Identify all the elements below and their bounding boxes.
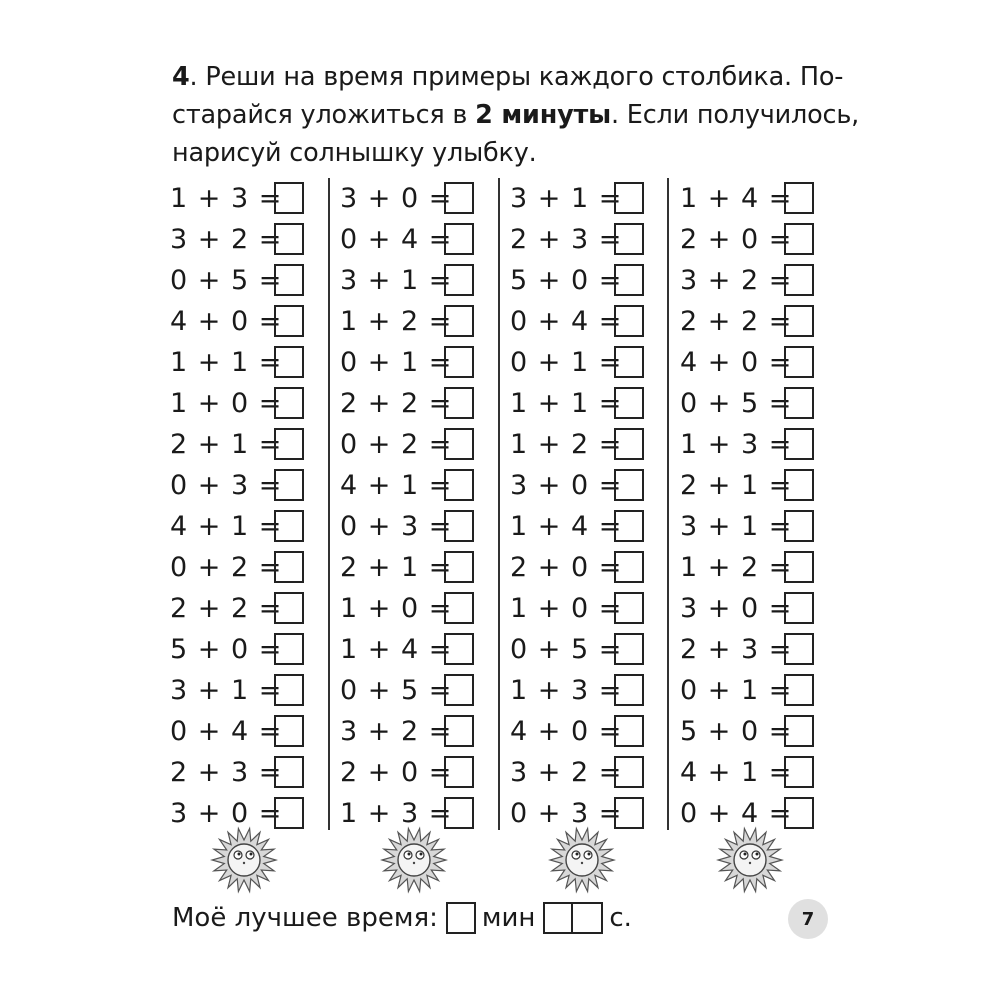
answer-box[interactable]: [614, 346, 644, 378]
seconds-unit: с.: [609, 903, 632, 933]
exercise-row: [510, 508, 644, 544]
answer-box[interactable]: [784, 305, 814, 337]
answer-box[interactable]: [444, 592, 474, 624]
exercise-expression: 1 + 2 =: [510, 428, 623, 460]
answer-box[interactable]: [614, 182, 644, 214]
exercise-expression: 2 + 2 =: [170, 592, 283, 624]
answer-box[interactable]: [274, 551, 304, 583]
exercise-expression: 0 + 1 =: [340, 346, 453, 378]
answer-box[interactable]: [444, 797, 474, 829]
minutes-answer-box[interactable]: [446, 902, 476, 934]
exercise-expression: 0 + 1 =: [510, 346, 623, 378]
exercise-row: [510, 672, 644, 708]
answer-box[interactable]: [614, 264, 644, 296]
exercise-row: [170, 672, 304, 708]
answer-box[interactable]: [274, 223, 304, 255]
answer-box[interactable]: [784, 264, 814, 296]
answer-box[interactable]: [784, 633, 814, 665]
answer-box[interactable]: [614, 756, 644, 788]
exercise-expression: 1 + 0 =: [510, 592, 623, 624]
exercise-row: [340, 590, 474, 626]
exercise-expression: 0 + 2 =: [340, 428, 453, 460]
exercise-expression: 0 + 4 =: [510, 305, 623, 337]
exercise-row: [510, 344, 644, 380]
exercise-expression: 2 + 3 =: [680, 633, 793, 665]
exercise-expression: 3 + 0 =: [680, 592, 793, 624]
answer-box[interactable]: [784, 510, 814, 542]
exercise-expression: 0 + 5 =: [170, 264, 283, 296]
exercise-row: [340, 672, 474, 708]
exercise-expression: 4 + 1 =: [170, 510, 283, 542]
exercise-row: [680, 631, 814, 667]
exercise-expression: 0 + 4 =: [340, 223, 453, 255]
exercise-expression: 1 + 0 =: [340, 592, 453, 624]
answer-box[interactable]: [614, 510, 644, 542]
exercise-row: [510, 262, 644, 298]
exercise-expression: 1 + 1 =: [170, 346, 283, 378]
task-line-2-pre: старайся уложиться в: [172, 100, 476, 130]
seconds-answer-boxes: [543, 902, 603, 934]
exercise-row: [340, 713, 474, 749]
exercise-expression: 0 + 3 =: [510, 797, 623, 829]
exercise-expression: 0 + 4 =: [680, 797, 793, 829]
exercise-row: [340, 426, 474, 462]
exercise-expression: 3 + 0 =: [340, 182, 453, 214]
answer-box[interactable]: [784, 387, 814, 419]
exercise-row: [170, 180, 304, 216]
best-time-label: Моё лучшее время:: [172, 903, 438, 933]
answer-box[interactable]: [444, 387, 474, 419]
best-time-row: [172, 898, 632, 938]
exercise-expression: 4 + 0 =: [680, 346, 793, 378]
exercise-expression: 0 + 3 =: [170, 469, 283, 501]
exercise-expression: 1 + 4 =: [340, 633, 453, 665]
answer-box[interactable]: [784, 223, 814, 255]
answer-box[interactable]: [784, 797, 814, 829]
answer-box[interactable]: [274, 510, 304, 542]
answer-box[interactable]: [444, 182, 474, 214]
exercise-expression: 5 + 0 =: [170, 633, 283, 665]
exercise-row: [340, 549, 474, 585]
exercise-row: [170, 303, 304, 339]
answer-box[interactable]: [784, 428, 814, 460]
exercise-expression: 1 + 3 =: [170, 182, 283, 214]
answer-box[interactable]: [614, 715, 644, 747]
exercise-row: [170, 754, 304, 790]
answer-box[interactable]: [444, 346, 474, 378]
exercise-expression: 3 + 0 =: [170, 797, 283, 829]
page-number: 7: [788, 899, 828, 939]
exercise-row: [680, 467, 814, 503]
answer-box[interactable]: [274, 715, 304, 747]
exercise-row: [680, 180, 814, 216]
exercise-expression: 0 + 5 =: [340, 674, 453, 706]
sun-icon[interactable]: [210, 826, 278, 894]
answer-box[interactable]: [614, 469, 644, 501]
exercise-row: [510, 590, 644, 626]
exercise-row: [510, 754, 644, 790]
exercise-expression: 2 + 3 =: [510, 223, 623, 255]
exercise-expression: 2 + 2 =: [340, 387, 453, 419]
exercise-expression: 1 + 3 =: [680, 428, 793, 460]
column-divider: [667, 178, 669, 830]
answer-box[interactable]: [784, 674, 814, 706]
task-line-2-post: . Если получилось,: [610, 100, 860, 130]
exercise-row: [340, 631, 474, 667]
exercise-expression: 0 + 5 =: [680, 387, 793, 419]
answer-box[interactable]: [274, 305, 304, 337]
exercise-row: [680, 385, 814, 421]
exercise-expression: 3 + 1 =: [340, 264, 453, 296]
exercise-row: [510, 467, 644, 503]
answer-box[interactable]: [444, 305, 474, 337]
answer-box[interactable]: [784, 469, 814, 501]
answer-box[interactable]: [784, 715, 814, 747]
exercise-row: [680, 262, 814, 298]
answer-box[interactable]: [444, 469, 474, 501]
exercise-row: [340, 221, 474, 257]
answer-box[interactable]: [274, 469, 304, 501]
exercise-row: [680, 303, 814, 339]
exercise-row: [680, 549, 814, 585]
answer-box[interactable]: [784, 756, 814, 788]
answer-box[interactable]: [444, 264, 474, 296]
answer-box[interactable]: [784, 592, 814, 624]
exercise-row: [170, 344, 304, 380]
exercise-expression: 2 + 0 =: [680, 223, 793, 255]
exercise-row: [510, 180, 644, 216]
exercise-expression: 0 + 4 =: [170, 715, 283, 747]
answer-box[interactable]: [274, 592, 304, 624]
exercise-row: [170, 590, 304, 626]
answer-box[interactable]: [274, 428, 304, 460]
exercise-expression: 1 + 3 =: [510, 674, 623, 706]
exercise-expression: 3 + 1 =: [510, 182, 623, 214]
minutes-unit: мин: [481, 903, 536, 933]
exercise-row: [170, 467, 304, 503]
suns-row: [0, 826, 1000, 898]
exercise-expression: 3 + 0 =: [510, 469, 623, 501]
exercise-row: [680, 344, 814, 380]
exercise-expression: 3 + 2 =: [340, 715, 453, 747]
exercise-expression: 1 + 3 =: [340, 797, 453, 829]
exercise-row: [680, 713, 814, 749]
exercise-expression: 1 + 0 =: [170, 387, 283, 419]
sun-icon[interactable]: [716, 826, 784, 894]
answer-box[interactable]: [784, 182, 814, 214]
exercise-row: [170, 508, 304, 544]
task-time-limit: 2 минуты: [475, 100, 611, 130]
column-divider: [498, 178, 500, 830]
answer-box[interactable]: [274, 674, 304, 706]
answer-box[interactable]: [614, 305, 644, 337]
exercise-expression: 4 + 1 =: [340, 469, 453, 501]
answer-box[interactable]: [444, 674, 474, 706]
exercise-expression: 2 + 1 =: [170, 428, 283, 460]
exercise-row: [170, 631, 304, 667]
exercise-expression: 1 + 2 =: [680, 551, 793, 583]
answer-box[interactable]: [614, 797, 644, 829]
answer-box[interactable]: [444, 223, 474, 255]
answer-box[interactable]: [274, 264, 304, 296]
exercise-expression: 0 + 3 =: [340, 510, 453, 542]
exercise-expression: 0 + 1 =: [680, 674, 793, 706]
exercise-row: [170, 713, 304, 749]
exercise-row: [510, 631, 644, 667]
exercise-expression: 1 + 4 =: [510, 510, 623, 542]
exercise-expression: 1 + 4 =: [680, 182, 793, 214]
exercise-columns: [160, 172, 840, 832]
column-divider: [328, 178, 330, 830]
exercise-row: [340, 180, 474, 216]
answer-box[interactable]: [274, 797, 304, 829]
exercise-row: [170, 385, 304, 421]
exercise-row: [680, 754, 814, 790]
exercise-expression: 4 + 0 =: [510, 715, 623, 747]
exercise-expression: 5 + 0 =: [680, 715, 793, 747]
exercise-expression: 1 + 2 =: [340, 305, 453, 337]
exercise-expression: 2 + 2 =: [680, 305, 793, 337]
answer-box[interactable]: [784, 551, 814, 583]
answer-box[interactable]: [444, 551, 474, 583]
exercise-row: [680, 221, 814, 257]
exercise-expression: 2 + 1 =: [680, 469, 793, 501]
answer-box[interactable]: [614, 223, 644, 255]
exercise-expression: 2 + 3 =: [170, 756, 283, 788]
exercise-expression: 0 + 5 =: [510, 633, 623, 665]
exercise-row: [170, 426, 304, 462]
exercise-row: [680, 590, 814, 626]
answer-box[interactable]: [444, 510, 474, 542]
answer-box[interactable]: [444, 715, 474, 747]
task-line-3: нарисуй солнышку улыбку.: [172, 138, 537, 168]
answer-box[interactable]: [274, 756, 304, 788]
answer-box[interactable]: [444, 756, 474, 788]
exercise-row: [510, 385, 644, 421]
exercise-expression: 3 + 2 =: [510, 756, 623, 788]
exercise-row: [340, 344, 474, 380]
task-line-1: . Реши на время примеры каждого столбика. По-: [189, 62, 844, 92]
exercise-row: [340, 467, 474, 503]
exercise-expression: 0 + 2 =: [170, 551, 283, 583]
exercise-row: [170, 549, 304, 585]
answer-box[interactable]: [614, 674, 644, 706]
seconds-tens-box[interactable]: [543, 902, 573, 934]
exercise-row: [340, 385, 474, 421]
exercise-row: [680, 508, 814, 544]
answer-box[interactable]: [274, 387, 304, 419]
exercise-expression: 1 + 1 =: [510, 387, 623, 419]
exercise-expression: 4 + 1 =: [680, 756, 793, 788]
sun-icon[interactable]: [548, 826, 616, 894]
answer-box[interactable]: [274, 182, 304, 214]
exercise-row: [510, 303, 644, 339]
answer-box[interactable]: [274, 633, 304, 665]
exercise-expression: 3 + 1 =: [170, 674, 283, 706]
exercise-row: [340, 262, 474, 298]
exercise-row: [680, 672, 814, 708]
answer-box[interactable]: [614, 633, 644, 665]
exercise-row: [510, 549, 644, 585]
exercise-expression: 2 + 1 =: [340, 551, 453, 583]
exercise-row: [170, 221, 304, 257]
answer-box[interactable]: [444, 428, 474, 460]
exercise-row: [680, 426, 814, 462]
exercise-row: [340, 508, 474, 544]
exercise-row: [510, 426, 644, 462]
exercise-expression: 5 + 0 =: [510, 264, 623, 296]
answer-box[interactable]: [614, 551, 644, 583]
exercise-row: [340, 303, 474, 339]
answer-box[interactable]: [614, 387, 644, 419]
exercise-expression: 2 + 0 =: [340, 756, 453, 788]
exercise-row: [510, 713, 644, 749]
answer-box[interactable]: [444, 633, 474, 665]
seconds-ones-box[interactable]: [573, 902, 603, 934]
answer-box[interactable]: [614, 428, 644, 460]
exercise-row: [510, 221, 644, 257]
exercise-row: [170, 262, 304, 298]
exercise-expression: 4 + 0 =: [170, 305, 283, 337]
answer-box[interactable]: [274, 346, 304, 378]
task-number: 4: [172, 62, 190, 92]
exercise-expression: 3 + 1 =: [680, 510, 793, 542]
exercise-expression: 2 + 0 =: [510, 551, 623, 583]
answer-box[interactable]: [614, 592, 644, 624]
sun-icon[interactable]: [380, 826, 448, 894]
exercise-row: [340, 754, 474, 790]
answer-box[interactable]: [784, 346, 814, 378]
exercise-expression: 3 + 2 =: [170, 223, 283, 255]
exercise-expression: 3 + 2 =: [680, 264, 793, 296]
task-text: [172, 58, 860, 172]
